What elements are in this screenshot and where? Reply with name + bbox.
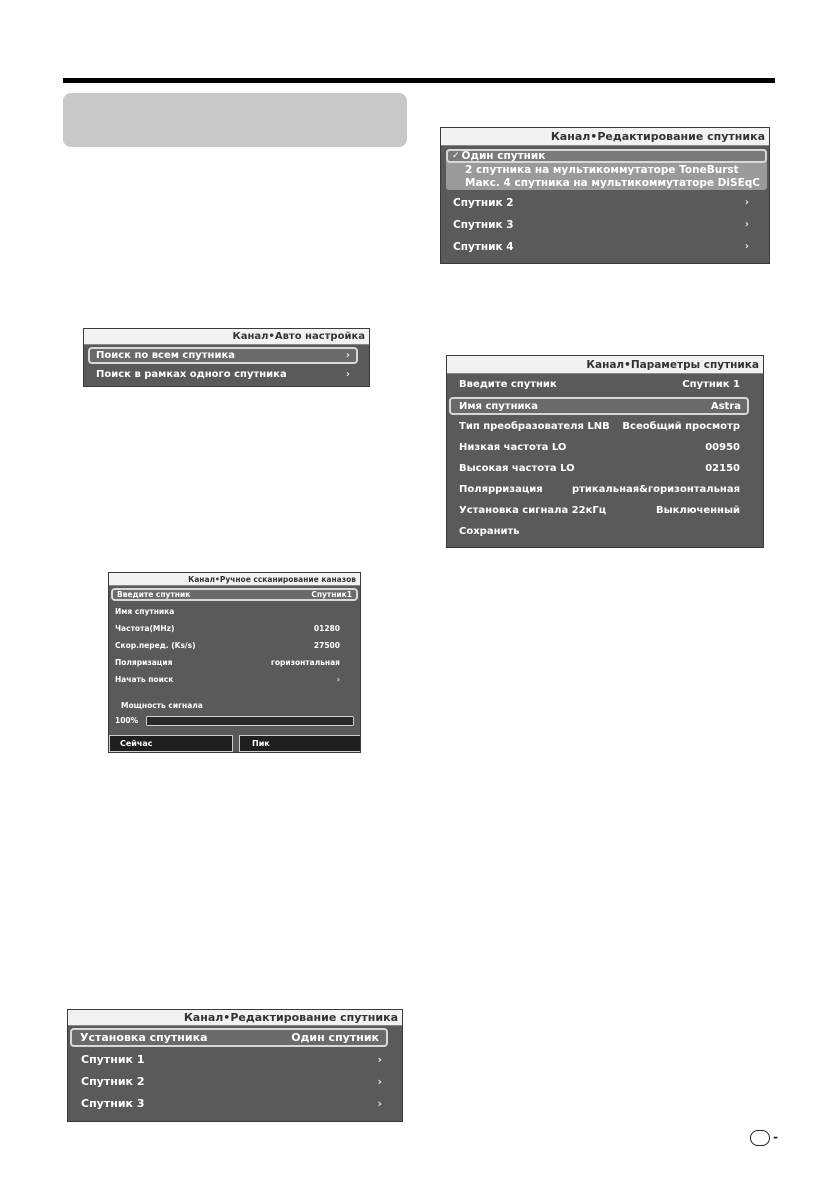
menu-header: Канал•Ручное ссканирование каназов	[109, 573, 360, 586]
menu-row-polarization[interactable]	[111, 656, 344, 669]
menu-row-symbol-rate[interactable]	[111, 639, 344, 652]
row-label: Установка сигнала 22кГц	[459, 505, 607, 516]
signal-strength-bar	[146, 716, 354, 726]
section-heading-box	[63, 93, 407, 147]
page-number-badge	[750, 1130, 770, 1146]
row-value: Спутник1	[311, 590, 352, 599]
page-number-dash: -	[773, 1130, 778, 1144]
row-label: Частота(MHz)	[115, 624, 175, 633]
row-label: Имя спутника	[459, 400, 539, 412]
signal-strength-fill	[147, 717, 353, 725]
row-label: Сохранить	[459, 526, 520, 537]
arrow-right-icon: ›	[377, 1075, 382, 1088]
row-label: Спутник 3	[81, 1097, 145, 1110]
auto-tuning-menu	[83, 328, 370, 387]
arrow-right-icon: ›	[377, 1097, 382, 1110]
check-icon: ✓	[452, 151, 460, 161]
peak-button-label: Пик	[252, 739, 270, 748]
menu-row-start-search[interactable]	[111, 673, 344, 686]
menu-row-satellite-1[interactable]	[70, 1050, 382, 1069]
arrow-right-icon: ›	[744, 197, 749, 208]
peak-button[interactable]	[239, 735, 361, 752]
menu-header: Канал•Авто настройка	[84, 329, 369, 345]
option-diseqc[interactable]	[446, 176, 767, 190]
menu-header: Канал•Параметры спутника	[447, 356, 763, 374]
menu-row-satellite-2[interactable]	[70, 1072, 382, 1091]
row-label: Введите спутник	[459, 379, 557, 390]
row-value: Один спутник	[291, 1031, 379, 1044]
arrow-right-icon: ›	[345, 350, 350, 361]
menu-row-polarization[interactable]	[449, 481, 743, 498]
option-label: Макс. 4 спутника на мультикоммутаторе DiSEqC	[465, 177, 760, 189]
row-label: Установка спутника	[80, 1031, 208, 1044]
arrow-right-icon: ›	[744, 241, 749, 252]
menu-row-22khz[interactable]	[449, 502, 743, 519]
menu-row-satellite-3[interactable]	[70, 1094, 382, 1113]
row-value: горизонтальная	[270, 658, 340, 667]
now-button[interactable]	[109, 735, 233, 752]
row-value: Всеобщий просмотр	[622, 421, 740, 432]
menu-row-enter-satellite[interactable]	[111, 588, 358, 601]
row-label: Поляризация	[115, 658, 173, 667]
satellite-edit-menu-bottom	[67, 1009, 403, 1122]
row-value: Выключенный	[655, 505, 740, 516]
arrow-right-icon: ›	[336, 675, 340, 684]
signal-strength-label: Мощность сигнала	[121, 701, 203, 710]
menu-row-satellite-name[interactable]	[111, 605, 344, 618]
now-button-label: Сейчас	[120, 739, 153, 748]
row-value: 01280	[313, 624, 340, 633]
menu-row-satellite-name[interactable]	[449, 397, 749, 415]
row-value: Astra	[710, 400, 741, 412]
row-label: Полярризация	[459, 484, 543, 495]
menu-row-satellite-2[interactable]	[443, 193, 749, 212]
row-label: Спутник 2	[453, 196, 514, 209]
row-label: Низкая частота LO	[459, 442, 567, 453]
menu-row-high-lo[interactable]	[449, 460, 743, 477]
menu-row-frequency[interactable]	[111, 622, 344, 635]
arrow-right-icon: ›	[744, 219, 749, 230]
option-single-satellite[interactable]	[446, 149, 767, 163]
menu-item-label: Поиск в рамках одного спутника	[96, 369, 287, 380]
menu-header: Канал•Редактирование спутника	[441, 128, 769, 146]
row-label: Спутник 2	[81, 1075, 145, 1088]
row-label: Спутник 4	[453, 240, 514, 253]
row-value: Спутник 1	[682, 379, 740, 390]
row-label: Тип преобразователя LNB	[459, 421, 610, 432]
menu-row-enter-satellite[interactable]	[449, 376, 743, 393]
satellite-edit-menu-top	[440, 127, 770, 264]
menu-header: Канал•Редактирование спутника	[68, 1010, 402, 1026]
menu-row-satellite-3[interactable]	[443, 215, 749, 234]
manual-scan-menu	[108, 572, 361, 753]
signal-percent: 100%	[115, 716, 139, 725]
menu-row-save[interactable]	[449, 523, 743, 540]
arrow-right-icon: ›	[345, 369, 350, 380]
arrow-right-icon: ›	[377, 1053, 382, 1066]
top-rule	[63, 78, 775, 83]
menu-item-label: Поиск по всем спутника	[96, 350, 235, 361]
row-value: 27500	[313, 641, 340, 650]
setup-options-dropdown	[446, 149, 767, 190]
row-label: Скор.перед. (Ks/s)	[115, 641, 196, 650]
option-toneburst[interactable]	[446, 163, 767, 176]
row-label: Высокая частота LO	[459, 463, 575, 474]
menu-item-search-all[interactable]	[88, 347, 358, 364]
option-label: 2 спутника на мультикоммутаторе ToneBurst	[465, 163, 739, 176]
row-label: Начать поиск	[115, 675, 174, 684]
row-label: Спутник 1	[81, 1053, 145, 1066]
row-label: Спутник 3	[453, 218, 514, 231]
row-value: 02150	[705, 463, 740, 474]
satellite-parameters-menu	[446, 355, 764, 548]
menu-row-low-lo[interactable]	[449, 439, 743, 456]
menu-row-lnb-type[interactable]	[449, 418, 743, 435]
option-label: Один спутник	[461, 150, 546, 162]
row-label: Введите спутник	[117, 590, 191, 599]
menu-row-satellite-setup[interactable]	[70, 1028, 388, 1047]
row-label: Имя спутника	[115, 607, 175, 616]
menu-item-search-single[interactable]	[88, 366, 358, 383]
row-value: ртикальная&горизонтальная	[571, 484, 740, 495]
menu-row-satellite-4[interactable]	[443, 237, 749, 256]
row-value: 00950	[705, 442, 740, 453]
